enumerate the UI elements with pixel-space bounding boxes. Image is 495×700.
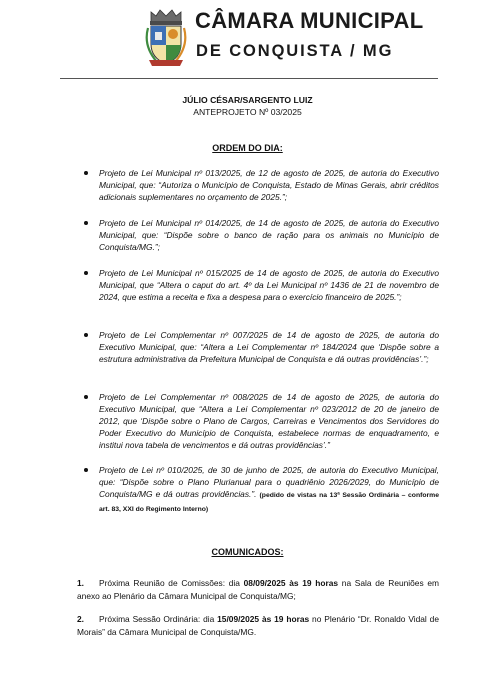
bullet-icon	[84, 221, 88, 225]
notice-item	[77, 613, 439, 638]
bullet-icon	[84, 468, 88, 472]
agenda-item-text: Projeto de Lei Municipal nº 015/2025 de 14 de agosto de 2025, de autoria do Executivo Municipal, que “Altera o caput do art. 4º da Lei Municipal nº 1436 de 21 de novembro de 2024, que estima a receita e fixa a despesa para o exercício financeiro de 2025.”;	[99, 268, 439, 302]
agenda-item	[99, 391, 439, 451]
agenda-item	[99, 464, 439, 516]
agenda-item-text: Projeto de Lei Municipal nº 014/2025, de 14 de agosto de 2025, de autoria do Executivo Municipal, que: “Dispõe sobre o banco de ração para os animais no Município de Conquista/MG.”;	[99, 218, 439, 252]
bullet-icon	[84, 171, 88, 175]
draft-number: ANTEPROJETO Nº 03/2025	[193, 106, 302, 117]
org-city: DE CONQUISTA / MG	[196, 42, 394, 60]
notice-datetime: 15/09/2025 às 19 horas	[217, 614, 310, 624]
notice-text: Próxima Sessão Ordinária: dia	[99, 614, 218, 624]
notice-datetime: 08/09/2025 às 19 horas	[243, 578, 339, 588]
notice-text: Próxima Reunião de Comissões: dia	[99, 578, 244, 588]
notice-item	[77, 577, 439, 602]
notice-number: 1.	[77, 578, 84, 588]
coat-of-arms-icon	[143, 8, 189, 68]
authors-line: JÚLIO CÉSAR/SARGENTO LUIZ	[182, 95, 313, 105]
header-divider	[60, 78, 438, 79]
agenda-item	[99, 267, 439, 303]
org-name: CÂMARA MUNICIPAL	[195, 8, 424, 33]
bullet-icon	[84, 333, 88, 337]
agenda-item-text: Projeto de Lei nº 010/2025, de 30 de junho de 2025, de autoria do Executivo Municipal, que: “Dispõe sobre o Plano Plurianual para o quadriênio 2026/2029, do Município de Conquista/MG e dá outras providências.”.	[99, 465, 439, 499]
agenda-item	[99, 217, 439, 253]
agenda-item-text: Projeto de Lei Complementar nº 007/2025 de 14 de agosto de 2025, de autoria do Executivo Municipal, que: “Altera a Lei Complementar nº 184/2024 que ‘Dispõe sobre a estrutura administrativa da Prefeitura Municipal de Conquista e dá outras providências’.”;	[99, 330, 439, 364]
agenda-item-text: Projeto de Lei Municipal nº 013/2025, de 12 de agosto de 2025, de autoria do Executivo Municipal, que: “Autoriza o Município de Conquista, Estado de Minas Gerais, abrir créditos adicionais suplementares no orçamento de 2025.”;	[99, 168, 439, 202]
bullet-icon	[84, 271, 88, 275]
agenda-item-text: Projeto de Lei Complementar nº 008/2025 de 14 de agosto de 2025, de autoria do Executivo Municipal, que “Altera a Lei Complementar nº 023/2012 de 20 de janeiro de 2012, que ‘Dispõe sobre o Plano de Cargos, Carreiras e Vencimentos dos Servidores do Poder Executivo do Município de Conquista, estabelece normas de enquadramento, e institui nova tabela de vencimentos e dá outras providências’.”	[99, 392, 439, 450]
document-meta	[0, 95, 495, 118]
notice-text: no Plenário “Dr. Ronaldo Vidal de Morais” da Câmara Municipal de Conquista/MG.	[77, 614, 439, 637]
letterhead	[0, 0, 495, 88]
agenda-item	[99, 329, 439, 365]
notice-number: 2.	[77, 614, 84, 624]
agenda-item	[99, 167, 439, 203]
agenda-item-note: (pedido de vistas na 13ª Sessão Ordinária – conforme art. 83, XXI do Regimento Interno)	[99, 492, 439, 513]
notices-title: COMUNICADOS:	[211, 547, 284, 557]
notice-text: na Sala de Reuniões em anexo ao Plenário da Câmara Municipal de Conquista/MG;	[77, 578, 439, 601]
bullet-icon	[84, 395, 88, 399]
agenda-title: ORDEM DO DIA:	[212, 143, 283, 153]
